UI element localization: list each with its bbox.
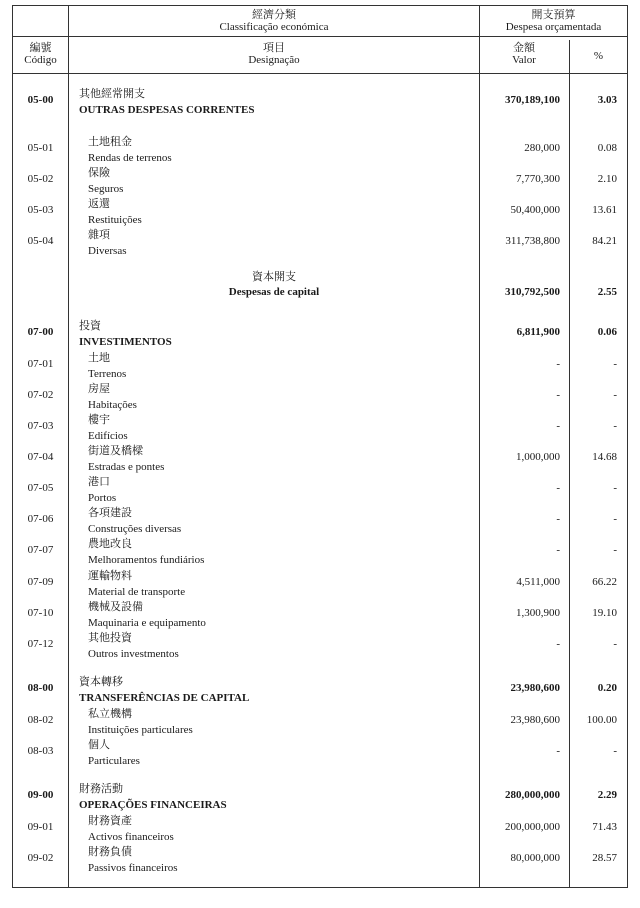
header-rule-1 bbox=[13, 36, 627, 37]
item-header bbox=[69, 42, 479, 66]
row-code: 05-02 bbox=[27, 173, 54, 185]
row-value: 280,000 bbox=[524, 142, 560, 154]
row-code: 07-10 bbox=[27, 607, 54, 619]
designation-zh: 投資 bbox=[79, 320, 101, 332]
row-code: 07-02 bbox=[27, 389, 54, 401]
code-column-rule bbox=[68, 6, 69, 887]
row-code: 08-02 bbox=[27, 714, 54, 726]
row-designation bbox=[79, 318, 172, 350]
row-designation bbox=[79, 781, 227, 813]
row-designation bbox=[88, 443, 164, 475]
designation-zh: 返還 bbox=[88, 198, 110, 210]
designation-pt: Diversas bbox=[88, 245, 127, 257]
designation-zh: 財務資產 bbox=[88, 815, 132, 827]
designation-pt: Terrenos bbox=[88, 368, 127, 380]
designation-zh: 房屋 bbox=[88, 383, 110, 395]
row-value: 280,000,000 bbox=[505, 789, 560, 801]
row-code: 05-03 bbox=[27, 204, 54, 216]
row-designation bbox=[88, 227, 127, 259]
row-designation bbox=[88, 630, 179, 662]
row-value: 50,400,000 bbox=[510, 204, 560, 216]
row-designation bbox=[88, 844, 178, 876]
designation-pt: Habitações bbox=[88, 399, 137, 411]
row-percent: 2.10 bbox=[597, 173, 617, 185]
designation-zh: 個人 bbox=[88, 739, 110, 751]
row-value: - bbox=[556, 358, 560, 370]
amount-header-pt: Valor bbox=[512, 54, 536, 66]
designation-zh: 街道及橋樑 bbox=[88, 445, 143, 457]
designation-pt: TRANSFERÊNCIAS DE CAPITAL bbox=[79, 692, 250, 704]
row-designation bbox=[88, 381, 137, 413]
designation-pt: INVESTIMENTOS bbox=[79, 336, 172, 348]
row-percent: - bbox=[613, 745, 617, 757]
row-code: 07-05 bbox=[27, 482, 54, 494]
row-code: 07-00 bbox=[27, 326, 54, 338]
designation-pt: Passivos financeiros bbox=[88, 862, 178, 874]
row-code: 08-00 bbox=[27, 682, 54, 694]
row-value: - bbox=[556, 389, 560, 401]
row-value: 4,511,000 bbox=[516, 576, 560, 588]
row-value: 1,000,000 bbox=[516, 451, 560, 463]
row-code: 07-03 bbox=[27, 420, 54, 432]
row-percent: 2.29 bbox=[597, 789, 617, 801]
designation-pt: Restituições bbox=[88, 214, 142, 226]
row-value: 1,300,900 bbox=[516, 607, 560, 619]
row-code: 05-01 bbox=[27, 142, 54, 154]
classification-header bbox=[69, 9, 479, 33]
row-value: 6,811,900 bbox=[516, 326, 560, 338]
row-value: - bbox=[556, 420, 560, 432]
budget-header-pt: Despesa orçamentada bbox=[505, 21, 602, 33]
row-designation bbox=[79, 674, 249, 706]
row-code: 07-09 bbox=[27, 576, 54, 588]
row-percent: 13.61 bbox=[592, 204, 617, 216]
row-code: 05-00 bbox=[27, 94, 54, 106]
designation-pt: Portos bbox=[88, 492, 117, 504]
row-value: 311,738,800 bbox=[505, 235, 560, 247]
row-value: 23,980,600 bbox=[510, 682, 560, 694]
row-designation bbox=[88, 706, 193, 738]
row-percent: 14.68 bbox=[592, 451, 617, 463]
designation-pt: Rendas de terrenos bbox=[88, 152, 172, 164]
designation-pt: Maquinaria e equipamento bbox=[88, 617, 206, 629]
row-percent: 0.20 bbox=[597, 682, 617, 694]
row-percent: 84.21 bbox=[592, 235, 617, 247]
code-header-pt: Código bbox=[24, 54, 57, 66]
designation-pt: OUTRAS DESPESAS CORRENTES bbox=[79, 104, 255, 116]
code-header-zh: 編號 bbox=[29, 42, 52, 54]
row-designation bbox=[88, 505, 181, 537]
row-designation bbox=[88, 737, 140, 769]
row-percent: 0.06 bbox=[597, 326, 617, 338]
row-code: 07-06 bbox=[27, 513, 54, 525]
row-value: - bbox=[556, 638, 560, 650]
percent-column-rule bbox=[569, 40, 570, 887]
designation-pt: OPERAÇÕES FINANCEIRAS bbox=[79, 799, 227, 811]
designation-pt: Estradas e pontes bbox=[88, 461, 165, 473]
row-percent: - bbox=[613, 544, 617, 556]
designation-zh: 私立機構 bbox=[88, 708, 132, 720]
row-code: 09-02 bbox=[27, 852, 54, 864]
designation-pt: Particulares bbox=[88, 755, 140, 767]
row-designation bbox=[88, 813, 174, 845]
row-percent: 71.43 bbox=[592, 821, 617, 833]
row-percent: 19.10 bbox=[592, 607, 617, 619]
designation-zh: 運輸物料 bbox=[88, 570, 132, 582]
row-percent: - bbox=[613, 638, 617, 650]
designation-zh: 土地 bbox=[88, 352, 110, 364]
designation-zh: 其他投資 bbox=[88, 632, 132, 644]
item-header-pt: Designação bbox=[248, 54, 300, 66]
row-designation bbox=[88, 196, 142, 228]
row-code: 05-04 bbox=[27, 235, 54, 247]
row-value: 200,000,000 bbox=[505, 821, 560, 833]
row-percent: - bbox=[613, 389, 617, 401]
designation-pt: Outros investmentos bbox=[88, 648, 179, 660]
designation-zh: 各項建設 bbox=[88, 507, 132, 519]
row-designation bbox=[88, 350, 126, 382]
budget-table bbox=[12, 5, 628, 888]
row-percent: 66.22 bbox=[592, 576, 617, 588]
row-percent: 100.00 bbox=[586, 714, 617, 726]
row-value: - bbox=[556, 544, 560, 556]
row-percent: 2.55 bbox=[597, 286, 617, 298]
designation-pt: Instituições particulares bbox=[88, 724, 193, 736]
section-heading-zh: 資本開支 bbox=[252, 271, 296, 283]
row-code: 07-04 bbox=[27, 451, 54, 463]
designation-zh: 雜項 bbox=[88, 229, 110, 241]
code-header bbox=[13, 42, 68, 66]
row-percent: - bbox=[613, 513, 617, 525]
row-value: 23,980,600 bbox=[510, 714, 560, 726]
designation-zh: 港口 bbox=[88, 476, 110, 488]
row-designation bbox=[88, 599, 206, 631]
budget-header bbox=[479, 9, 628, 33]
row-designation bbox=[88, 412, 128, 444]
amount-header bbox=[479, 42, 569, 66]
row-value: 80,000,000 bbox=[510, 852, 560, 864]
row-code: 08-03 bbox=[27, 745, 54, 757]
amount-header-zh: 金額 bbox=[513, 42, 535, 54]
header-rule-2 bbox=[13, 73, 627, 74]
row-designation bbox=[88, 165, 123, 197]
designation-pt: Activos financeiros bbox=[88, 831, 174, 843]
row-designation bbox=[88, 474, 116, 506]
budget-header-zh: 開支預算 bbox=[531, 9, 576, 21]
row-designation bbox=[88, 568, 185, 600]
designation-pt: Material de transporte bbox=[88, 586, 186, 598]
classification-header-zh: 經濟分類 bbox=[252, 9, 296, 21]
row-designation bbox=[88, 536, 204, 568]
designation-pt: Construções diversas bbox=[88, 523, 182, 535]
designation-zh: 財務活動 bbox=[79, 783, 123, 795]
row-percent: - bbox=[613, 420, 617, 432]
designation-zh: 機械及設備 bbox=[88, 601, 143, 613]
designation-zh: 財務負債 bbox=[88, 846, 132, 858]
row-percent: 0.08 bbox=[597, 142, 617, 154]
row-code: 07-07 bbox=[27, 544, 54, 556]
row-percent: 28.57 bbox=[592, 852, 617, 864]
row-value: - bbox=[556, 745, 560, 757]
row-value: 7,770,300 bbox=[516, 173, 560, 185]
designation-pt: Melhoramentos fundiários bbox=[88, 554, 205, 566]
designation-zh: 樓宇 bbox=[88, 414, 110, 426]
row-value: - bbox=[556, 513, 560, 525]
designation-zh: 保險 bbox=[88, 167, 110, 179]
item-header-zh: 項目 bbox=[263, 42, 285, 54]
row-value: 310,792,500 bbox=[505, 286, 560, 298]
section-heading-pt: Despesas de capital bbox=[228, 286, 320, 298]
row-percent: - bbox=[613, 482, 617, 494]
row-code: 09-01 bbox=[27, 821, 54, 833]
row-designation bbox=[79, 86, 254, 118]
designation-pt: Seguros bbox=[88, 183, 124, 195]
row-designation bbox=[88, 134, 172, 166]
row-percent: - bbox=[613, 358, 617, 370]
row-value: - bbox=[556, 482, 560, 494]
row-code: 07-01 bbox=[27, 358, 54, 370]
row-code: 07-12 bbox=[27, 638, 54, 650]
row-code: 09-00 bbox=[27, 789, 54, 801]
classification-header-pt: Classificação económica bbox=[219, 21, 329, 33]
row-value: 370,189,100 bbox=[505, 94, 560, 106]
designation-pt: Edifícios bbox=[88, 430, 128, 442]
percent-header: % bbox=[593, 50, 604, 62]
designation-zh: 其他經常開支 bbox=[79, 88, 145, 100]
section-heading bbox=[69, 270, 479, 300]
designation-zh: 土地租金 bbox=[88, 136, 132, 148]
row-percent: 3.03 bbox=[597, 94, 617, 106]
designation-zh: 農地改良 bbox=[88, 538, 132, 550]
designation-zh: 資本轉移 bbox=[79, 676, 123, 688]
